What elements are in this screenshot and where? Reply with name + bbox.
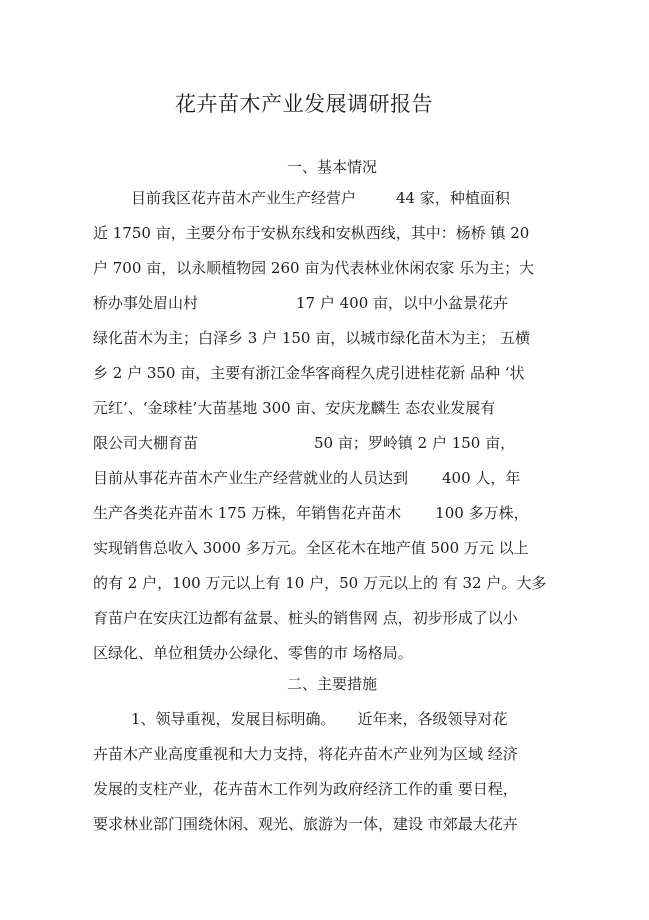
paragraph-line: 的有 2 户，100 万元以上有 10 户，50 万元以上的 有 32 户。大多 xyxy=(93,574,547,592)
paragraph-line: 实现销售总收入 3000 多万元。全区花木在地产值 500 万元 以上 xyxy=(93,539,529,557)
paragraph-line: 生产各类花卉苗木 175 万株，年销售花卉苗木 100 多万株， xyxy=(93,504,529,522)
paragraph-line: 桥办事处眉山村 17 户 400 亩，以中小盆景花卉 xyxy=(93,294,509,312)
section-heading-basic-situation: 一、基本情况 xyxy=(287,158,378,176)
paragraph-line: 发展的支柱产业，花卉苗木工作列为政府经济工作的重 要日程， xyxy=(93,780,518,798)
paragraph-line: 卉苗木产业高度重视和大力支持，将花卉苗木产业列为区域 经济 xyxy=(93,745,518,763)
section-heading-main-measures: 二、主要措施 xyxy=(287,675,378,693)
paragraph-line: 元红’、‘金球桂’大苗基地 300 亩、安庆龙麟生 态农业发展有 xyxy=(93,399,496,417)
paragraph-line: 户 700 亩，以永顺植物园 260 亩为代表林业休闲农家 乐为主；大 xyxy=(93,259,535,277)
paragraph-line: 乡 2 户 350 亩，主要有浙江金华客商程久虎引进桂花新 品种 ‘状 xyxy=(93,364,525,382)
paragraph-line: 育苗户在安庆江边都有盆景、桩头的销售网 点，初步形成了以小 xyxy=(93,609,518,627)
paragraph-line: 1、领导重视，发展目标明确。 近年来，各级领导对花 xyxy=(131,710,508,728)
paragraph-line: 绿化苗木为主；白泽乡 3 户 150 亩，以城市绿化苗木为主； 五横 xyxy=(93,329,531,347)
paragraph-line: 目前我区花卉苗木产业生产经营户 44 家，种植面积 xyxy=(131,189,510,207)
paragraph-line: 区绿化、单位租赁办公绿化、零售的市 场格局。 xyxy=(93,644,413,662)
paragraph-line: 限公司大棚育苗 50 亩；罗岭镇 2 户 150 亩， xyxy=(93,434,516,452)
paragraph-line: 近 1750 亩，主要分布于安枞东线和安枞西线，其中：杨桥 镇 20 xyxy=(93,224,530,242)
document-title: 花卉苗木产业发展调研报告 xyxy=(175,92,433,116)
paragraph-line: 目前从事花卉苗木产业生产经营就业的人员达到 400 人，年 xyxy=(93,469,521,487)
paragraph-line: 要求林业部门围绕休闲、观光、旅游为一体，建设 市郊最大花卉 xyxy=(93,815,518,833)
